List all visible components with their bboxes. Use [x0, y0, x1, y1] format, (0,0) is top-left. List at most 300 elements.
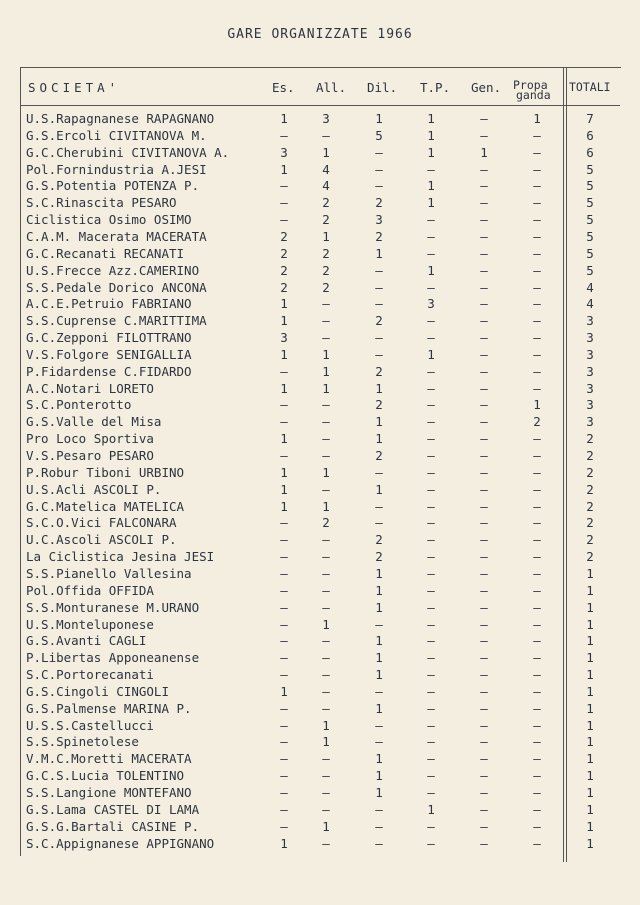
- table-row: [0, 801, 640, 818]
- cell-totali: 1: [586, 667, 594, 683]
- table-row: [0, 531, 640, 548]
- cell-gen: –: [480, 195, 488, 211]
- cell-propaganda: –: [533, 363, 541, 379]
- cell-es: –: [280, 717, 288, 733]
- cell-totali: 5: [586, 212, 594, 228]
- table-row: [0, 312, 640, 329]
- cell-es: 2: [280, 228, 288, 244]
- cell-tp: 3: [427, 296, 435, 312]
- cell-es: –: [280, 751, 288, 767]
- cell-propaganda: –: [533, 717, 541, 733]
- header-all: All.: [316, 80, 347, 95]
- cell-totali: 5: [586, 195, 594, 211]
- societa-name: G.C.S.Lucia TOLENTINO: [26, 768, 185, 784]
- cell-dil: 1: [375, 582, 383, 598]
- cell-all: 2: [322, 515, 330, 531]
- societa-name: Ciclistica Osimo OSIMO: [26, 212, 192, 228]
- cell-totali: 2: [586, 532, 594, 548]
- cell-gen: –: [480, 717, 488, 733]
- cell-all: 1: [322, 346, 330, 362]
- table-row: [0, 565, 640, 582]
- cell-tp: –: [427, 683, 435, 699]
- cell-dil: 1: [375, 700, 383, 716]
- cell-dil: –: [375, 835, 383, 851]
- cell-all: 3: [322, 111, 330, 126]
- cell-all: –: [322, 414, 330, 430]
- cell-totali: 3: [586, 414, 594, 430]
- cell-all: 1: [322, 144, 330, 160]
- cell-tp: 1: [427, 195, 435, 211]
- cell-gen: –: [480, 481, 488, 497]
- cell-dil: 1: [375, 785, 383, 800]
- societa-name: V.S.Folgore SENIGALLIA: [26, 346, 192, 362]
- cell-all: 1: [322, 734, 330, 750]
- cell-gen: –: [480, 212, 488, 228]
- table-row: [0, 194, 640, 211]
- cell-totali: 2: [586, 431, 594, 447]
- societa-name: U.S.Rapagnanese RAPAGNANO: [26, 111, 215, 126]
- cell-dil: –: [375, 515, 383, 531]
- cell-gen: –: [480, 532, 488, 548]
- cell-all: 1: [322, 818, 330, 834]
- header-totali: TOTALI: [569, 80, 611, 94]
- cell-tp: –: [427, 734, 435, 750]
- cell-gen: –: [480, 279, 488, 295]
- cell-totali: 1: [586, 751, 594, 767]
- cell-tp: –: [427, 212, 435, 228]
- cell-propaganda: –: [533, 785, 541, 800]
- cell-totali: 3: [586, 346, 594, 362]
- cell-totali: 1: [586, 785, 594, 800]
- cell-tp: –: [427, 565, 435, 581]
- cell-es: –: [280, 582, 288, 598]
- cell-all: 2: [322, 279, 330, 295]
- cell-dil: 2: [375, 448, 383, 463]
- cell-totali: 2: [586, 464, 594, 480]
- table-row: [0, 649, 640, 666]
- cell-propaganda: –: [533, 565, 541, 581]
- cell-all: –: [322, 700, 330, 716]
- cell-propaganda: –: [533, 279, 541, 295]
- cell-es: 1: [280, 380, 288, 396]
- cell-totali: 1: [586, 768, 594, 784]
- cell-gen: –: [480, 111, 488, 126]
- cell-propaganda: –: [533, 481, 541, 497]
- societa-name: Pol.Offida OFFIDA: [26, 582, 154, 598]
- cell-dil: –: [375, 498, 383, 514]
- cell-tp: –: [427, 599, 435, 615]
- cell-propaganda: –: [533, 178, 541, 194]
- header-dil: Dil.: [367, 80, 398, 95]
- cell-propaganda: –: [533, 296, 541, 312]
- cell-dil: 1: [375, 768, 383, 784]
- cell-gen: –: [480, 751, 488, 767]
- cell-dil: –: [375, 734, 383, 750]
- cell-dil: 5: [375, 127, 383, 143]
- table-row: [0, 127, 640, 144]
- cell-gen: –: [480, 397, 488, 413]
- cell-dil: –: [375, 262, 383, 278]
- table-row: [0, 717, 640, 734]
- cell-all: –: [322, 565, 330, 581]
- societa-name: C.A.M. Macerata MACERATA: [26, 228, 207, 244]
- cell-tp: –: [427, 279, 435, 295]
- cell-dil: 1: [375, 650, 383, 666]
- cell-all: 1: [322, 380, 330, 396]
- cell-tp: –: [427, 751, 435, 767]
- cell-tp: –: [427, 330, 435, 346]
- cell-all: 1: [322, 616, 330, 632]
- table-row: [0, 767, 640, 784]
- cell-all: –: [322, 582, 330, 598]
- cell-propaganda: –: [533, 633, 541, 649]
- societa-name: La Ciclistica Jesina JESI: [26, 549, 215, 565]
- cell-es: –: [280, 127, 288, 143]
- header-gen: Gen.: [471, 80, 502, 95]
- cell-totali: 1: [586, 734, 594, 750]
- cell-dil: –: [375, 818, 383, 834]
- table-row: [0, 329, 640, 346]
- cell-all: 1: [322, 717, 330, 733]
- table-row: [0, 144, 640, 161]
- cell-dil: 2: [375, 195, 383, 211]
- table-row: [0, 447, 640, 464]
- cell-tp: –: [427, 768, 435, 784]
- societa-name: G.S.G.Bartali CASINE P.: [26, 818, 200, 834]
- cell-gen: –: [480, 599, 488, 615]
- societa-name: G.C.Zepponi FILOTTRANO: [26, 330, 192, 346]
- cell-totali: 5: [586, 228, 594, 244]
- cell-totali: 6: [586, 144, 594, 160]
- societa-name: S.S.Langione MONTEFANO: [26, 785, 192, 800]
- cell-all: –: [322, 667, 330, 683]
- cell-gen: –: [480, 262, 488, 278]
- cell-tp: –: [427, 650, 435, 666]
- cell-es: –: [280, 363, 288, 379]
- cell-totali: 1: [586, 683, 594, 699]
- table-row: [0, 835, 640, 852]
- cell-tp: –: [427, 481, 435, 497]
- societa-name: S.S.Spinetolese: [26, 734, 139, 750]
- cell-dil: –: [375, 464, 383, 480]
- societa-name: G.C.Matelica MATELICA: [26, 498, 185, 514]
- cell-totali: 1: [586, 599, 594, 615]
- cell-all: 1: [322, 498, 330, 514]
- cell-dil: 2: [375, 532, 383, 548]
- cell-propaganda: –: [533, 650, 541, 666]
- page-title: GARE ORGANIZZATE 1966: [227, 27, 413, 42]
- cell-gen: –: [480, 448, 488, 463]
- table-row: [0, 262, 640, 279]
- cell-propaganda: 1: [533, 397, 541, 413]
- cell-tp: –: [427, 380, 435, 396]
- societa-name: G.S.Potentia POTENZA P.: [26, 178, 200, 194]
- cell-tp: 1: [427, 111, 435, 126]
- cell-gen: –: [480, 801, 488, 817]
- cell-gen: –: [480, 245, 488, 261]
- cell-gen: –: [480, 785, 488, 800]
- cell-all: –: [322, 330, 330, 346]
- cell-dil: –: [375, 296, 383, 312]
- cell-all: –: [322, 599, 330, 615]
- societa-name: U.S.Acli ASCOLI P.: [26, 481, 162, 497]
- cell-es: 1: [280, 481, 288, 497]
- cell-tp: –: [427, 515, 435, 531]
- table-row: [0, 548, 640, 565]
- cell-dil: 1: [375, 751, 383, 767]
- cell-gen: –: [480, 431, 488, 447]
- cell-es: –: [280, 700, 288, 716]
- cell-es: 1: [280, 464, 288, 480]
- cell-dil: 1: [375, 565, 383, 581]
- cell-totali: 1: [586, 650, 594, 666]
- societa-name: G.S.Valle del Misa: [26, 414, 162, 430]
- cell-es: 3: [280, 330, 288, 346]
- cell-totali: 1: [586, 717, 594, 733]
- header-divider: [20, 105, 620, 106]
- table-row: [0, 616, 640, 633]
- societa-name: V.M.C.Moretti MACERATA: [26, 751, 192, 767]
- cell-propaganda: –: [533, 498, 541, 514]
- table-row: [0, 279, 640, 296]
- table-row: [0, 430, 640, 447]
- cell-tp: 1: [427, 262, 435, 278]
- cell-gen: –: [480, 616, 488, 632]
- cell-all: 2: [322, 212, 330, 228]
- societa-name: S.C.Ponterotto: [26, 397, 132, 413]
- cell-all: –: [322, 785, 330, 800]
- header-societa: SOCIETA': [28, 80, 121, 95]
- cell-es: –: [280, 397, 288, 413]
- cell-totali: 3: [586, 397, 594, 413]
- cell-dil: 1: [375, 481, 383, 497]
- cell-gen: –: [480, 667, 488, 683]
- cell-tp: –: [427, 228, 435, 244]
- cell-totali: 7: [586, 111, 594, 126]
- cell-tp: 1: [427, 346, 435, 362]
- table-row: [0, 396, 640, 413]
- cell-dil: 1: [375, 414, 383, 430]
- cell-dil: –: [375, 279, 383, 295]
- cell-totali: 1: [586, 801, 594, 817]
- cell-all: 2: [322, 262, 330, 278]
- cell-es: 1: [280, 313, 288, 329]
- cell-all: –: [322, 431, 330, 447]
- cell-tp: –: [427, 616, 435, 632]
- cell-gen: –: [480, 633, 488, 649]
- cell-propaganda: –: [533, 599, 541, 615]
- cell-all: 1: [322, 363, 330, 379]
- cell-all: –: [322, 683, 330, 699]
- cell-es: –: [280, 565, 288, 581]
- cell-totali: 1: [586, 835, 594, 851]
- cell-totali: 2: [586, 498, 594, 514]
- cell-gen: –: [480, 498, 488, 514]
- cell-propaganda: –: [533, 835, 541, 851]
- cell-totali: 4: [586, 296, 594, 312]
- cell-tp: –: [427, 667, 435, 683]
- cell-es: 1: [280, 835, 288, 851]
- cell-es: –: [280, 448, 288, 463]
- cell-dil: 1: [375, 111, 383, 126]
- cell-propaganda: –: [533, 582, 541, 598]
- societa-name: P.Robur Tiboni URBINO: [26, 464, 185, 480]
- cell-propaganda: –: [533, 734, 541, 750]
- table-row: [0, 245, 640, 262]
- cell-all: 2: [322, 195, 330, 211]
- cell-all: –: [322, 549, 330, 565]
- cell-propaganda: –: [533, 161, 541, 177]
- cell-all: –: [322, 801, 330, 817]
- cell-gen: –: [480, 346, 488, 362]
- cell-propaganda: –: [533, 700, 541, 716]
- table-row: [0, 161, 640, 178]
- cell-tp: –: [427, 397, 435, 413]
- cell-tp: –: [427, 582, 435, 598]
- cell-propaganda: –: [533, 751, 541, 767]
- cell-gen: –: [480, 363, 488, 379]
- cell-propaganda: –: [533, 549, 541, 565]
- table-row: [0, 464, 640, 481]
- table-row: [0, 750, 640, 767]
- cell-propaganda: –: [533, 330, 541, 346]
- cell-dil: –: [375, 717, 383, 733]
- cell-tp: –: [427, 818, 435, 834]
- cell-totali: 5: [586, 178, 594, 194]
- cell-totali: 3: [586, 363, 594, 379]
- cell-totali: 2: [586, 448, 594, 463]
- cell-dil: 2: [375, 397, 383, 413]
- cell-dil: –: [375, 330, 383, 346]
- cell-es: –: [280, 195, 288, 211]
- societa-name: Pol.Fornindustria A.JESI: [26, 161, 207, 177]
- cell-totali: 1: [586, 700, 594, 716]
- cell-dil: –: [375, 178, 383, 194]
- cell-gen: –: [480, 313, 488, 329]
- table-row: [0, 481, 640, 498]
- cell-es: 1: [280, 111, 288, 126]
- cell-all: 1: [322, 228, 330, 244]
- cell-es: –: [280, 633, 288, 649]
- table-row: [0, 666, 640, 683]
- cell-gen: –: [480, 582, 488, 598]
- cell-totali: 1: [586, 582, 594, 598]
- cell-tp: –: [427, 448, 435, 463]
- cell-es: –: [280, 414, 288, 430]
- cell-totali: 2: [586, 481, 594, 497]
- cell-propaganda: –: [533, 346, 541, 362]
- cell-gen: –: [480, 549, 488, 565]
- cell-all: –: [322, 650, 330, 666]
- table-row: [0, 599, 640, 616]
- societa-name: G.S.Lama CASTEL DI LAMA: [26, 801, 200, 817]
- cell-tp: –: [427, 431, 435, 447]
- cell-es: –: [280, 667, 288, 683]
- cell-es: 1: [280, 431, 288, 447]
- cell-propaganda: –: [533, 616, 541, 632]
- table-row: [0, 413, 640, 430]
- societa-name: S.S.Pedale Dorico ANCONA: [26, 279, 207, 295]
- cell-gen: –: [480, 414, 488, 430]
- cell-propaganda: –: [533, 228, 541, 244]
- cell-propaganda: –: [533, 127, 541, 143]
- cell-es: 1: [280, 498, 288, 514]
- cell-tp: –: [427, 549, 435, 565]
- cell-tp: –: [427, 835, 435, 851]
- cell-all: 2: [322, 245, 330, 261]
- cell-all: 1: [322, 464, 330, 480]
- cell-all: –: [322, 313, 330, 329]
- cell-es: 1: [280, 161, 288, 177]
- header-propaganda-line2: ganda: [516, 88, 551, 102]
- cell-totali: 1: [586, 565, 594, 581]
- societa-name: U.C.Ascoli ASCOLI P.: [26, 532, 177, 548]
- societa-name: G.C.Recanati RECANATI: [26, 245, 185, 261]
- cell-gen: 1: [480, 144, 488, 160]
- cell-totali: 3: [586, 380, 594, 396]
- table-row: [0, 498, 640, 515]
- societa-name: A.C.E.Petruio FABRIANO: [26, 296, 192, 312]
- societa-name: S.C.Rinascita PESARO: [26, 195, 177, 211]
- cell-es: –: [280, 801, 288, 817]
- cell-gen: –: [480, 161, 488, 177]
- cell-propaganda: –: [533, 144, 541, 160]
- cell-gen: –: [480, 700, 488, 716]
- societa-name: P.Fidardense C.FIDARDO: [26, 363, 192, 379]
- cell-es: 1: [280, 346, 288, 362]
- cell-totali: 1: [586, 633, 594, 649]
- cell-tp: –: [427, 414, 435, 430]
- cell-gen: –: [480, 127, 488, 143]
- cell-gen: –: [480, 768, 488, 784]
- societa-name: S.C.Portorecanati: [26, 667, 154, 683]
- cell-es: –: [280, 650, 288, 666]
- cell-propaganda: –: [533, 818, 541, 834]
- cell-dil: 1: [375, 380, 383, 396]
- table-row: [0, 346, 640, 363]
- societa-name: G.C.Cherubini CIVITANOVA A.: [26, 144, 230, 160]
- cell-gen: –: [480, 734, 488, 750]
- cell-es: –: [280, 734, 288, 750]
- cell-all: –: [322, 532, 330, 548]
- header-propaganda-line1: Propa: [513, 78, 548, 92]
- cell-totali: 1: [586, 818, 594, 834]
- cell-es: –: [280, 515, 288, 531]
- cell-all: –: [322, 448, 330, 463]
- societa-name: U.S.Monteluponese: [26, 616, 154, 632]
- cell-tp: –: [427, 313, 435, 329]
- table-row: [0, 177, 640, 194]
- table-row: [0, 380, 640, 397]
- cell-gen: –: [480, 835, 488, 851]
- cell-es: 2: [280, 279, 288, 295]
- cell-gen: –: [480, 515, 488, 531]
- cell-gen: –: [480, 683, 488, 699]
- cell-dil: –: [375, 616, 383, 632]
- cell-dil: 2: [375, 313, 383, 329]
- table-row: [0, 818, 640, 835]
- table-row: [0, 211, 640, 228]
- cell-propaganda: –: [533, 683, 541, 699]
- societa-name: S.S.Monturanese M.URANO: [26, 599, 200, 615]
- societa-name: S.S.Cuprense C.MARITTIMA: [26, 313, 207, 329]
- cell-es: –: [280, 212, 288, 228]
- societa-name: S.S.Pianello Vallesina: [26, 565, 192, 581]
- cell-totali: 3: [586, 330, 594, 346]
- cell-tp: –: [427, 700, 435, 716]
- cell-all: –: [322, 835, 330, 851]
- cell-es: –: [280, 532, 288, 548]
